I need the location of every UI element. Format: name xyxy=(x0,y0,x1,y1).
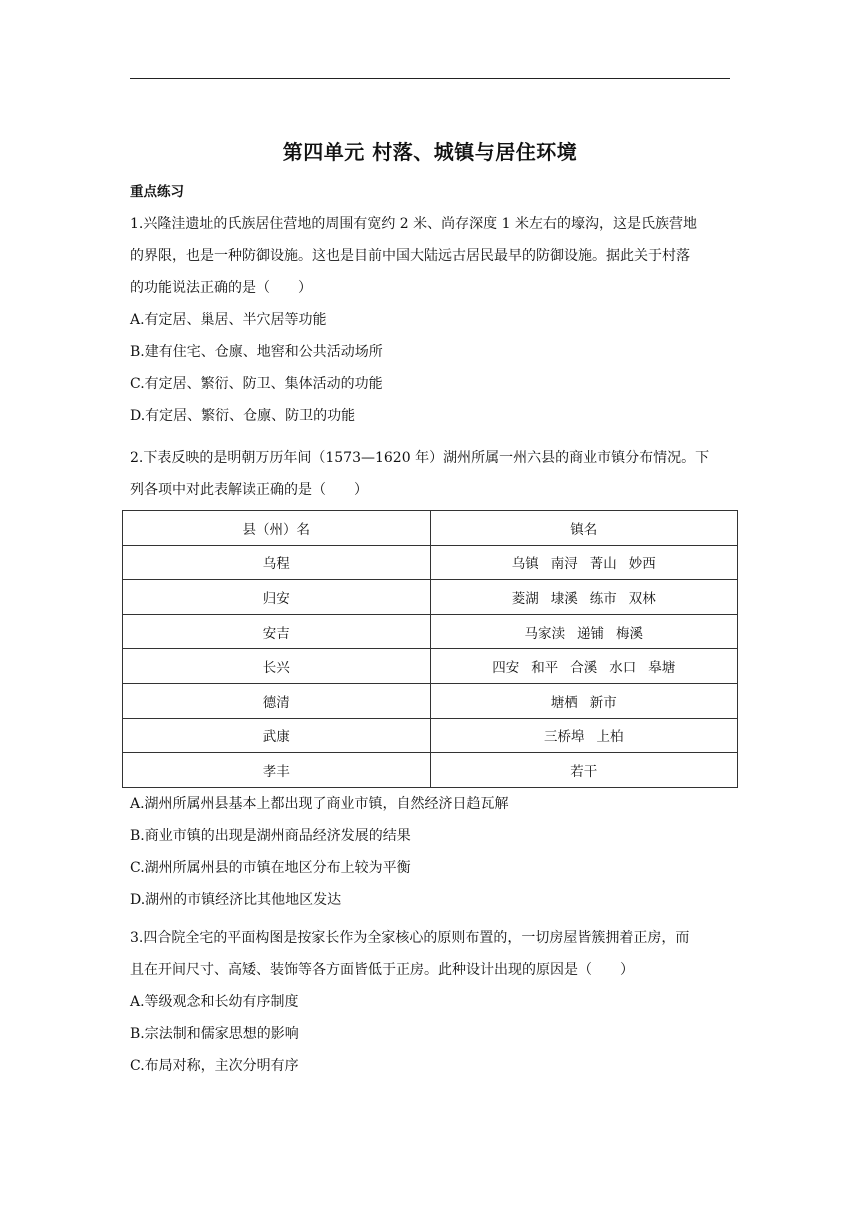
question-3 xyxy=(130,922,736,1082)
towns-cell xyxy=(430,753,738,788)
question-1-line: 的界限，也是一种防御设施。这也是目前中国大陆远古居民最早的防御设施。据此关于村落 xyxy=(130,248,690,264)
town-name: 三桥埠 xyxy=(544,729,585,746)
option-a: A.等级观念和长幼有序制度 xyxy=(130,994,299,1010)
table-row xyxy=(123,580,738,615)
question-2 xyxy=(130,442,736,506)
option-a: A.湖州所属州县基本上都出现了商业市镇，自然经济日趋瓦解 xyxy=(130,796,509,812)
option-a: A.有定居、巢居、半穴居等功能 xyxy=(130,312,327,328)
town-name: 乌镇 xyxy=(511,556,539,573)
town-name: 合溪 xyxy=(570,660,598,677)
question-1 xyxy=(130,208,736,432)
option-b: B.宗法制和儒家思想的影响 xyxy=(130,1026,299,1042)
town-name: 菱湖 xyxy=(511,590,539,607)
table-row xyxy=(123,614,738,649)
towns-cell xyxy=(430,580,738,615)
table-row xyxy=(123,649,738,684)
town-name: 妙西 xyxy=(628,556,656,573)
question-1-line: 1.兴隆洼遗址的氏族居住营地的周围有宽约 2 米、尚存深度 1 米左右的壕沟，这是氏族营地 xyxy=(130,216,697,232)
header-rule xyxy=(130,78,730,79)
table-row xyxy=(123,545,738,580)
county-cell: 安吉 xyxy=(123,614,431,649)
town-name: 马家渎 xyxy=(524,625,565,642)
town-name: 若干 xyxy=(570,763,598,780)
question-2-line: 2.下表反映的是明朝万历年间（1573—1620 年）湖州所属一州六县的商业市镇分布情况。下 xyxy=(130,450,710,466)
towns-cell xyxy=(430,614,738,649)
option-c: C.有定居、繁衍、防卫、集体活动的功能 xyxy=(130,376,383,392)
county-cell: 乌程 xyxy=(123,545,431,580)
county-cell: 德清 xyxy=(123,683,431,718)
town-name: 和平 xyxy=(531,660,559,677)
county-cell: 孝丰 xyxy=(123,753,431,788)
county-cell: 武康 xyxy=(123,718,431,753)
county-column-header: 县（州）名 xyxy=(123,511,431,546)
option-b: B.建有住宅、仓廪、地窖和公共活动场所 xyxy=(130,344,383,360)
table-row xyxy=(123,683,738,718)
county-cell: 长兴 xyxy=(123,649,431,684)
town-name: 梅溪 xyxy=(616,625,643,642)
question-2-options xyxy=(130,788,736,916)
towns-table xyxy=(122,510,738,788)
page-title: 第四单元 村落、城镇与居住环境 xyxy=(282,140,578,164)
town-name: 南浔 xyxy=(550,556,578,573)
town-name: 新市 xyxy=(589,694,617,711)
town-name: 埭溪 xyxy=(550,590,578,607)
town-name: 皋塘 xyxy=(648,660,676,677)
question-1-line: 的功能说法正确的是（ ） xyxy=(130,280,312,296)
question-2-line: 列各项中对此表解读正确的是（ ） xyxy=(130,482,368,498)
towns-table-body xyxy=(123,545,738,787)
table-row xyxy=(123,753,738,788)
town-name: 四安 xyxy=(492,660,520,677)
towns-cell xyxy=(430,649,738,684)
section-heading: 重点练习 xyxy=(130,184,184,200)
town-name: 水口 xyxy=(609,660,637,677)
towns-cell xyxy=(430,683,738,718)
question-3-line: 且在开间尺寸、高矮、装饰等各方面皆低于正房。此种设计出现的原因是（ ） xyxy=(130,962,634,978)
option-c: C.湖州所属州县的市镇在地区分布上较为平衡 xyxy=(130,860,411,876)
town-name: 塘栖 xyxy=(550,694,578,711)
town-name: 双林 xyxy=(628,590,656,607)
town-name: 上柏 xyxy=(596,729,624,746)
town-name: 菁山 xyxy=(589,556,617,573)
towns-cell xyxy=(430,718,738,753)
towns-cell xyxy=(430,545,738,580)
table-header-row xyxy=(123,511,738,546)
town-name: 递铺 xyxy=(577,625,604,642)
option-d: D.湖州的市镇经济比其他地区发达 xyxy=(130,892,342,908)
town-name: 练市 xyxy=(589,590,617,607)
question-3-line: 3.四合院全宅的平面构图是按家长作为全家核心的原则布置的，一切房屋皆簇拥着正房，而 xyxy=(130,930,690,946)
option-b: B.商业市镇的出现是湖州商品经济发展的结果 xyxy=(130,828,411,844)
option-c: C.布局对称，主次分明有序 xyxy=(130,1058,299,1074)
towns-column-header: 镇名 xyxy=(430,511,738,546)
option-d: D.有定居、繁衍、仓廪、防卫的功能 xyxy=(130,408,356,424)
county-cell: 归安 xyxy=(123,580,431,615)
table-row xyxy=(123,718,738,753)
